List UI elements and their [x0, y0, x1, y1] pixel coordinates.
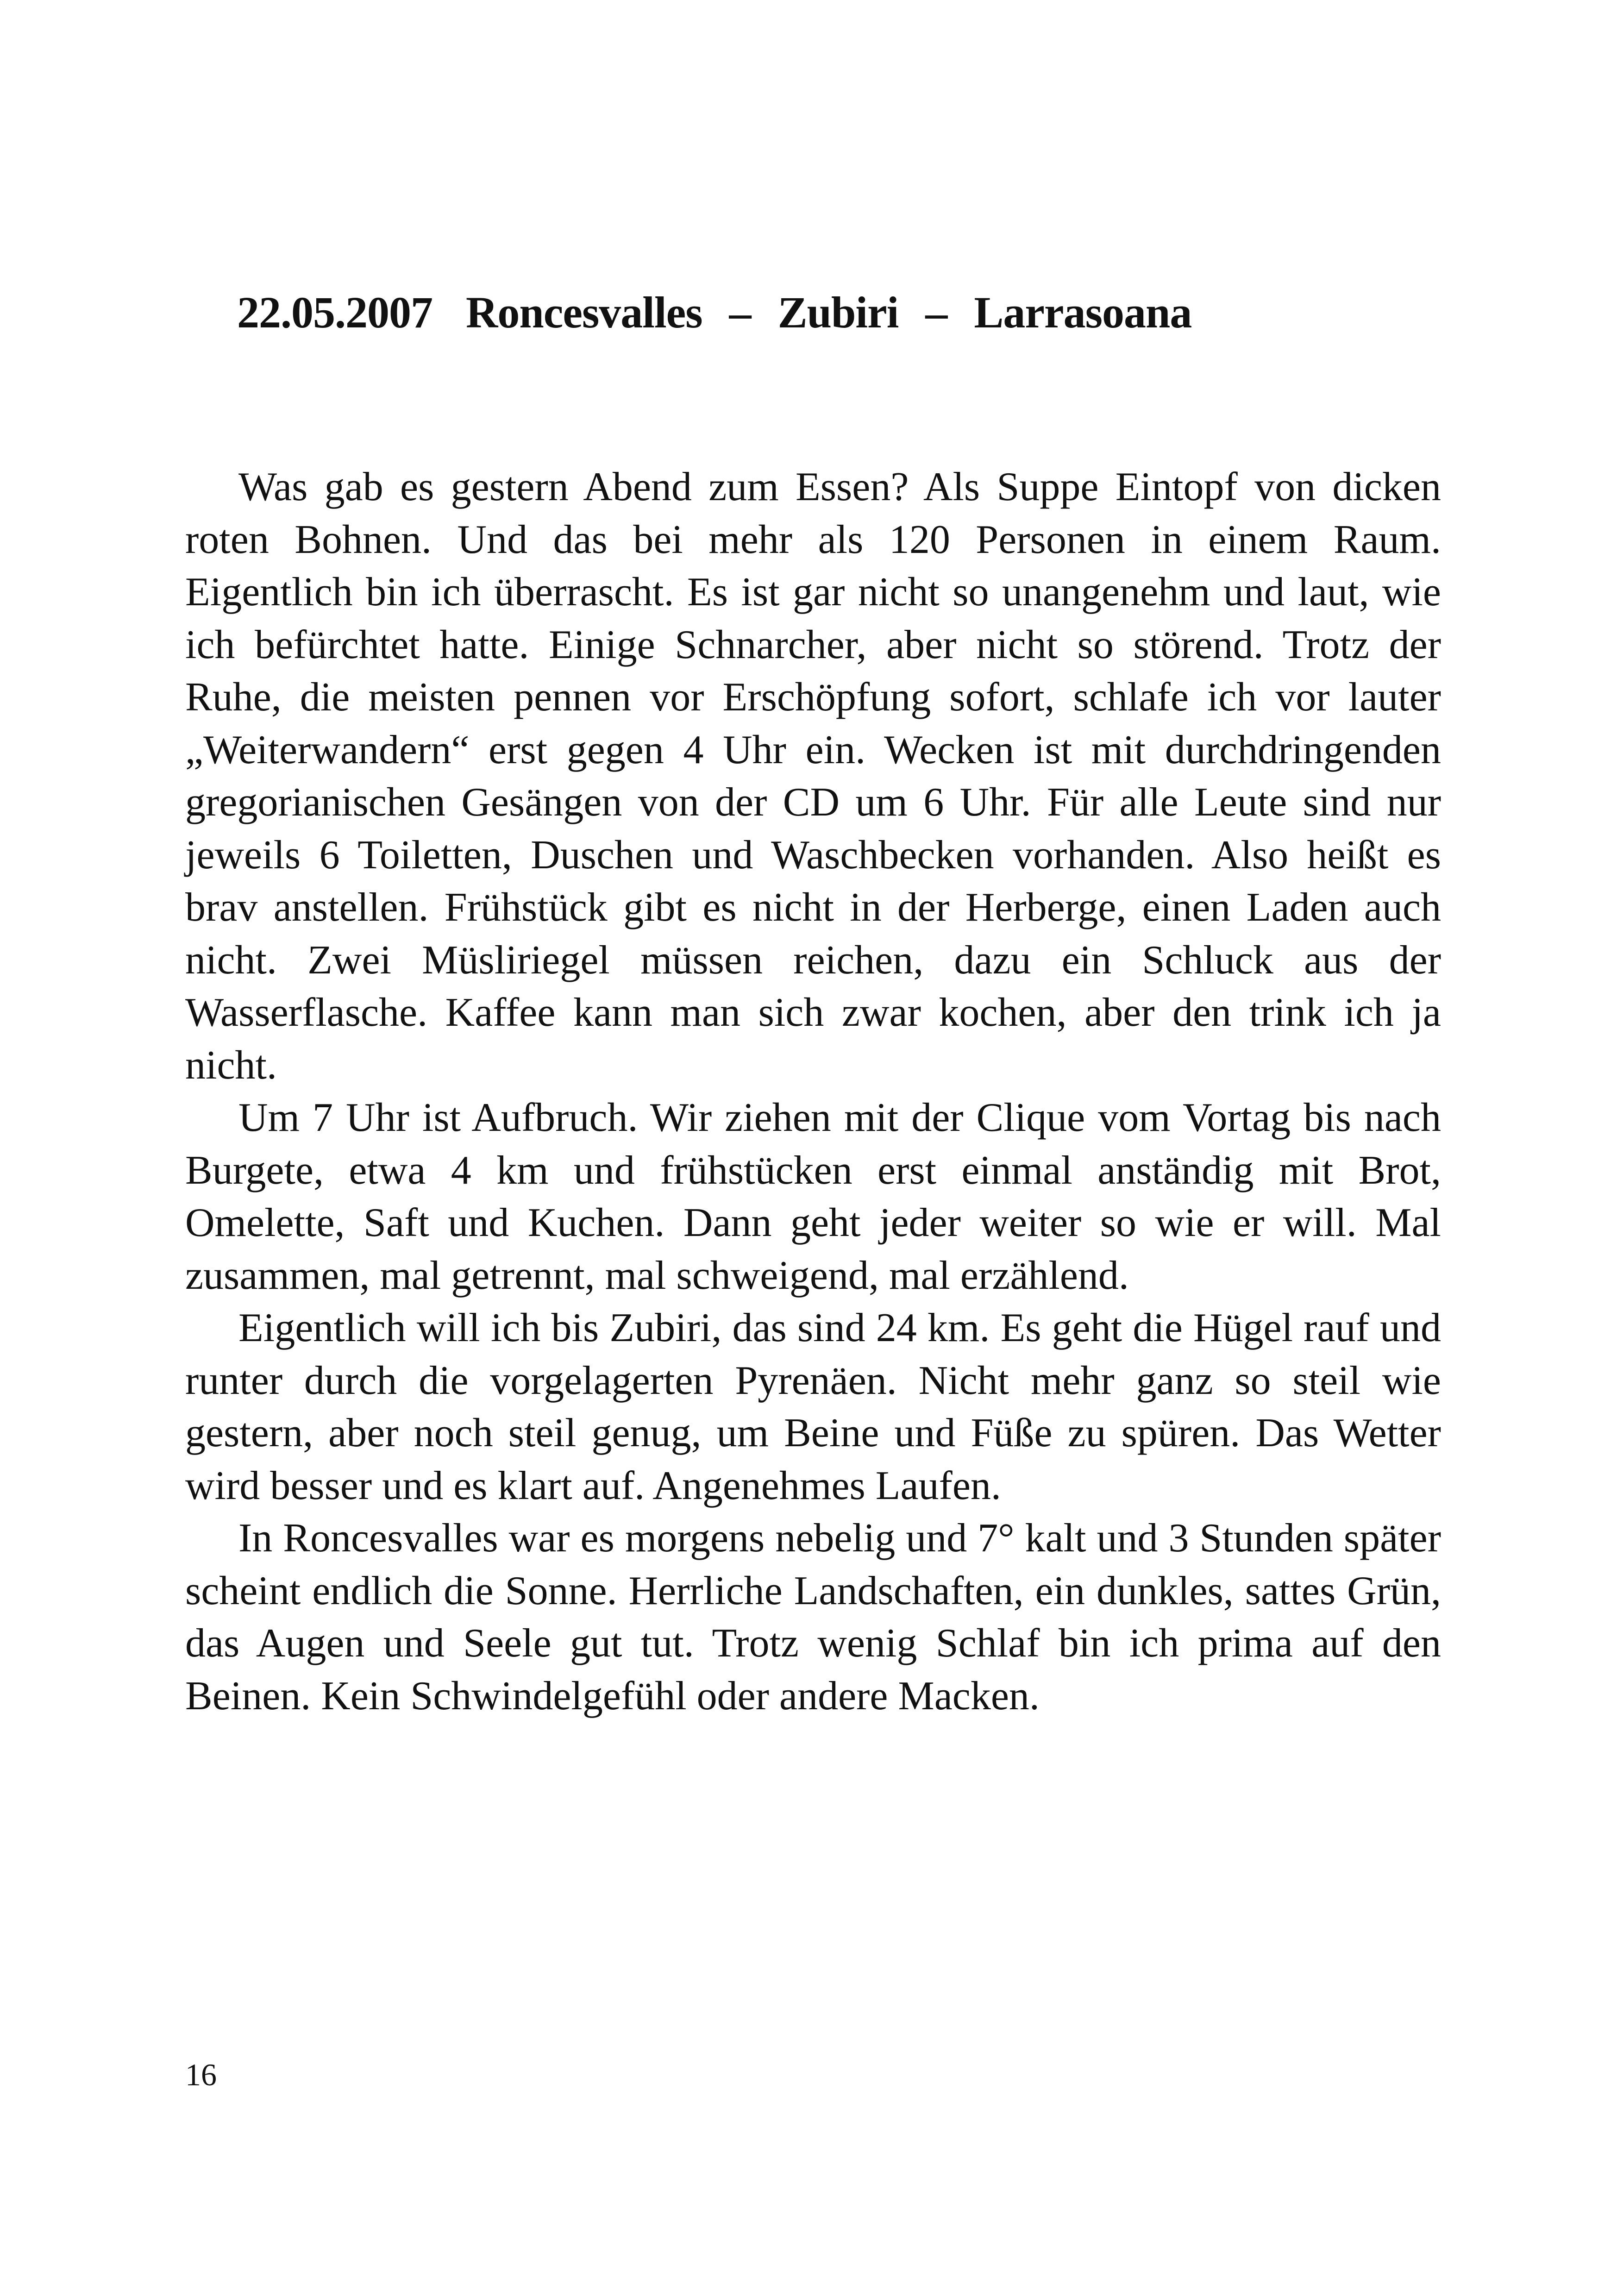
- heading-separator: –: [729, 288, 751, 337]
- heading-separator: –: [925, 288, 947, 337]
- paragraph: Um 7 Uhr ist Aufbruch. Wir ziehen mit der Clique vom Vortag bis nach Burgete, etwa 4 km und frühstücken erst einmal anständig mit Brot, Omelette, Saft und Kuchen. Dann geht jeder weiter so wie er will. Mal zusammen, mal getrennt, mal schweigend, mal erzählend.: [185, 1095, 1441, 1298]
- chapter-heading: [237, 282, 1487, 343]
- heading-date: 22.05.2007: [237, 288, 432, 337]
- paragraph: Eigentlich will ich bis Zubiri, das sind 24 km. Es geht die Hügel rauf und runter durch die vorgelagerten Pyrenäen. Nicht mehr ganz so steil wie gestern, aber noch steil genug, um Beine und Füße zu spüren. Das Wetter wird besser und es klart auf. Angenehmes Laufen.: [185, 1305, 1441, 1508]
- page-number: 16: [185, 2057, 217, 2092]
- heading-place-zubiri: Zubiri: [777, 288, 899, 337]
- body-text: [185, 461, 1441, 1722]
- paragraph: In Roncesvalles war es morgens nebelig und 7° kalt und 3 Stunden später scheint endlich die Sonne. Herrliche Landschaften, ein dunkles, sattes Grün, das Augen und Seele gut tut. Trotz wenig Schlaf bin ich prima auf den Beinen. Kein Schwindelgefühl oder andere Macken.: [185, 1516, 1441, 1719]
- paragraph: Was gab es gestern Abend zum Essen? Als Suppe Eintopf von dicken roten Bohnen. Und das bei mehr als 120 Personen in einem Raum. Eigentlich bin ich überrascht. Es ist gar nicht so unangenehm und laut, wie ich befürchtet hatte. Einige Schnarcher, aber nicht so störend. Trotz der Ruhe, die meisten pennen vor Erschöpfung sofort, schlafe ich vor lauter „Weiterwandern“ erst gegen 4 Uhr ein. Wecken ist mit durchdringenden gregorianischen Gesängen von der CD um 6 Uhr. Für alle Leute sind nur jeweils 6 Toiletten, Duschen und Waschbecken vorhanden. Also heißt es brav anstellen. Frühstück gibt es nicht in der Herberge, einen Laden auch nicht. Zwei Müsliriegel müssen reichen, dazu ein Schluck aus der Wasserflasche. Kaffee kann man sich zwar kochen, aber den trink ich ja nicht.: [185, 464, 1441, 1088]
- heading-place-roncesvalles: Roncesvalles: [466, 288, 702, 337]
- heading-place-larrasoana: Larrasoana: [974, 288, 1192, 337]
